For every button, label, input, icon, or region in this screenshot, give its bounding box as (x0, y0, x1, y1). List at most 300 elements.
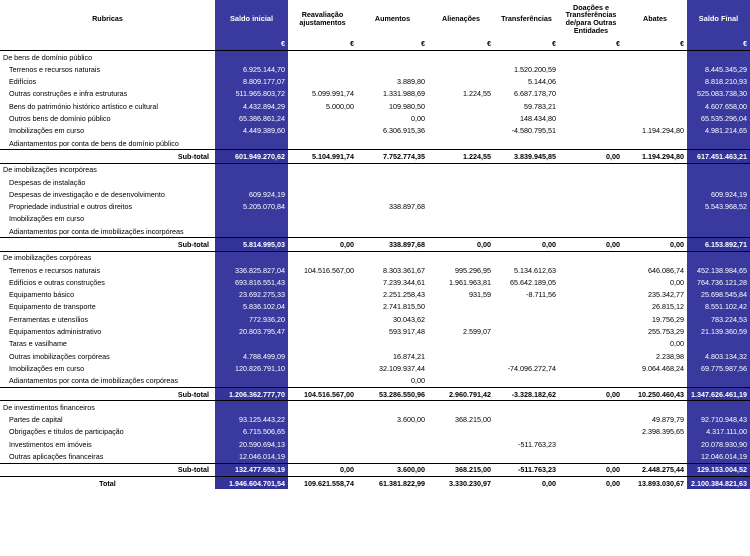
value-cell (494, 213, 559, 225)
value-cell (559, 451, 623, 464)
subtotal-value: 1.224,55 (428, 150, 494, 163)
row-label: Bens do património histórico artístico e cultural (9, 101, 159, 111)
value-cell: 2.251.258,43 (383, 290, 425, 300)
value-cell (494, 350, 559, 362)
row-label: Outras construções e infra estruturas (9, 89, 128, 99)
row-label: Partes de capital (9, 415, 63, 425)
table-row (0, 176, 750, 188)
value-cell (559, 213, 623, 225)
empty-cell (215, 251, 288, 264)
subtotal-value: 0,00 (559, 150, 623, 163)
value-cell: 511.965.803,72 (215, 88, 288, 100)
value-cell (687, 338, 750, 350)
value-cell: 6.687.178,70 (514, 89, 556, 99)
empty-cell (559, 163, 623, 176)
row-label: Outras imobilizações corpóreas (9, 351, 110, 361)
total-value: 61.381.822,99 (357, 477, 428, 490)
row-label: Ferramentas e utensílios (9, 314, 89, 324)
value-cell (559, 176, 623, 188)
empty-cell (559, 51, 623, 64)
value-cell (428, 375, 494, 388)
value-cell (623, 213, 687, 225)
empty-cell (494, 401, 559, 414)
value-cell: 4.432.894,29 (215, 100, 288, 112)
header-abates: Abates (643, 14, 667, 24)
empty-cell (687, 51, 750, 64)
empty-cell (215, 51, 288, 64)
value-cell (288, 225, 357, 238)
subtotal-value: 601.949.270,62 (215, 150, 288, 163)
value-cell (288, 350, 357, 362)
row-label: Equipamento de transporte (9, 302, 96, 312)
value-cell: 30.043,62 (393, 314, 425, 324)
value-cell (288, 201, 357, 213)
subtotal-row (0, 150, 750, 163)
section-header-row (0, 251, 750, 264)
currency-cell: € (494, 38, 559, 51)
value-cell (288, 76, 357, 88)
row-label: Outros bens de domínio público (9, 114, 111, 124)
value-cell: 8.551.102,42 (687, 301, 750, 313)
value-cell (357, 438, 428, 450)
value-cell (428, 112, 494, 124)
value-cell (559, 362, 623, 374)
row-label: Equipamentos administrativo (9, 327, 102, 337)
value-cell (288, 112, 357, 124)
table-row (0, 264, 750, 276)
empty-cell (687, 401, 750, 414)
total-value: 3.330.230,97 (428, 477, 494, 490)
value-cell (288, 362, 357, 374)
value-cell: 452.138.984,65 (687, 264, 750, 276)
row-label: Equipamento básico (9, 290, 75, 300)
row-label: Despesas de investigação e de desenvolvimento (9, 189, 165, 199)
value-cell: 19.756,29 (652, 314, 684, 324)
empty-cell (428, 51, 494, 64)
value-cell (288, 213, 357, 225)
currency-cell: € (623, 38, 687, 51)
value-cell (428, 76, 494, 88)
value-cell (288, 137, 357, 150)
value-cell: 1.961.963,81 (449, 277, 491, 287)
value-cell (559, 225, 623, 238)
value-cell: 338.897,68 (389, 202, 425, 212)
subtotal-value: 0,00 (559, 388, 623, 401)
value-cell (559, 289, 623, 301)
value-cell (559, 100, 623, 112)
subtotal-value: 5.814.995,03 (215, 238, 288, 251)
value-cell: 32.109.937,44 (379, 363, 425, 373)
value-cell: 8.445.345,29 (687, 63, 750, 75)
value-cell: 6.306.915,36 (383, 126, 425, 136)
value-cell (357, 213, 428, 225)
table-row (0, 125, 750, 137)
value-cell (559, 188, 623, 200)
value-cell (357, 225, 428, 238)
section-title: De investimentos financeiros (3, 402, 95, 412)
row-label: Propriedade industrial e outros direitos (9, 202, 133, 212)
subtotal-value: 3.600,00 (357, 463, 428, 476)
value-cell: 0,00 (411, 376, 425, 386)
empty-cell (215, 401, 288, 414)
subtotal-value: 10.250.460,43 (623, 388, 687, 401)
currency-cell: € (428, 38, 494, 51)
value-cell (357, 338, 428, 350)
subtotal-value: 2.448.275,44 (623, 463, 687, 476)
table-row (0, 350, 750, 362)
subtotal-value: 0,00 (288, 463, 357, 476)
value-cell (687, 176, 750, 188)
value-cell (288, 301, 357, 313)
table-row (0, 276, 750, 288)
value-cell (288, 276, 357, 288)
value-cell (428, 426, 494, 438)
value-cell (494, 326, 559, 338)
value-cell: 8.303.361,67 (383, 265, 425, 275)
table-row (0, 338, 750, 350)
value-cell: 6.925.144,70 (215, 63, 288, 75)
value-cell: 783.224,53 (687, 313, 750, 325)
currency-cell: € (215, 38, 288, 51)
value-cell (623, 112, 687, 124)
value-cell (428, 176, 494, 188)
value-cell: 16.874,21 (393, 351, 425, 361)
value-cell: 6.715.506,65 (215, 426, 288, 438)
total-value: 2.100.384.821,63 (687, 477, 750, 490)
value-cell: 5.205.070,84 (215, 201, 288, 213)
value-cell (623, 100, 687, 112)
currency-cell: € (357, 38, 428, 51)
row-label: Despesas de instalação (9, 177, 86, 187)
value-cell (494, 188, 559, 200)
value-cell (288, 338, 357, 350)
value-cell: 0,00 (411, 114, 425, 124)
value-cell (428, 100, 494, 112)
value-cell: 104.516.567,00 (304, 265, 354, 275)
value-cell: 23.692.275,33 (215, 289, 288, 301)
table-row (0, 289, 750, 301)
value-cell: 0,00 (670, 339, 684, 349)
section-header-row (0, 163, 750, 176)
value-cell (357, 188, 428, 200)
value-cell (687, 375, 750, 388)
value-cell (215, 213, 288, 225)
total-value: 13.893.030,67 (623, 477, 687, 490)
section-title: De bens de domínio público (3, 52, 93, 62)
row-label: Adiantamentos por conta de imobilizações corpóreas (9, 376, 179, 386)
value-cell: 4.449.389,60 (215, 125, 288, 137)
row-label: Edifícios e outras construções (9, 277, 105, 287)
empty-cell (357, 401, 428, 414)
value-cell: 20.078.930,90 (687, 438, 750, 450)
value-cell (215, 137, 288, 150)
value-cell: 5.543.968,52 (687, 201, 750, 213)
value-cell (623, 188, 687, 200)
header-reavaliacao: Reavaliação ajustamentos (299, 10, 346, 27)
row-label: Imobilizações em curso (9, 214, 85, 224)
row-label: Adiantamentos por conta de imobilizações incorpóreas (9, 226, 184, 236)
value-cell: 69.775.987,56 (687, 362, 750, 374)
empty-cell (687, 163, 750, 176)
value-cell (559, 326, 623, 338)
value-cell: 5.134.612,63 (514, 265, 556, 275)
empty-cell (288, 401, 357, 414)
empty-cell (494, 251, 559, 264)
value-cell: 9.064.468,24 (642, 363, 684, 373)
value-cell (494, 313, 559, 325)
empty-cell (215, 163, 288, 176)
value-cell: 26.815,12 (652, 302, 684, 312)
table-row (0, 112, 750, 124)
value-cell (288, 125, 357, 137)
value-cell (559, 375, 623, 388)
value-cell (428, 137, 494, 150)
value-cell (559, 276, 623, 288)
row-label: Imobilizações em curso (9, 363, 85, 373)
table-row (0, 213, 750, 225)
section-title: De imobilizações incorpóreas (3, 165, 97, 175)
value-cell (288, 438, 357, 450)
value-cell (288, 176, 357, 188)
value-cell: 5.099.991,74 (312, 89, 354, 99)
value-cell (428, 201, 494, 213)
table-row (0, 137, 750, 150)
value-cell (288, 426, 357, 438)
empty-cell (288, 51, 357, 64)
subtotal-row (0, 463, 750, 476)
table-row (0, 362, 750, 374)
subtotal-label: Sub-total (0, 150, 215, 163)
value-cell (559, 125, 623, 137)
value-cell (623, 137, 687, 150)
value-cell (494, 338, 559, 350)
currency-cell: € (559, 38, 623, 51)
value-cell (428, 350, 494, 362)
subtotal-row (0, 238, 750, 251)
empty-cell (428, 251, 494, 264)
subtotal-value: 2.960.791,42 (428, 388, 494, 401)
table-row (0, 301, 750, 313)
empty-cell (623, 51, 687, 64)
table-row (0, 326, 750, 338)
value-cell (687, 137, 750, 150)
value-cell: 109.980,50 (389, 101, 425, 111)
value-cell: -4.580.795,51 (511, 126, 556, 136)
value-cell (687, 225, 750, 238)
value-cell (559, 426, 623, 438)
value-cell (428, 362, 494, 374)
value-cell (559, 301, 623, 313)
total-value: 1.946.604.701,54 (215, 477, 288, 490)
value-cell (559, 438, 623, 450)
value-cell (494, 451, 559, 464)
row-label: Terrenos e recursos naturais (9, 265, 101, 275)
value-cell (215, 338, 288, 350)
value-cell: 12.046.014,19 (687, 451, 750, 464)
value-cell: 20.590.694,13 (215, 438, 288, 450)
value-cell: 49.879,79 (652, 415, 684, 425)
subtotal-label: Sub-total (0, 238, 215, 251)
subtotal-value: 0,00 (559, 463, 623, 476)
value-cell: 65.535.296,04 (687, 112, 750, 124)
value-cell (428, 301, 494, 313)
value-cell: 525.083.738,30 (687, 88, 750, 100)
table-row (0, 414, 750, 426)
value-cell: 7.239.344,61 (383, 277, 425, 287)
value-cell: 609.924,19 (215, 188, 288, 200)
value-cell: 3.889,80 (397, 77, 425, 87)
value-cell: 2.741.815,50 (383, 302, 425, 312)
value-cell (288, 63, 357, 75)
subtotal-value: 6.153.892,71 (687, 238, 750, 251)
value-cell: 995.296,95 (455, 265, 491, 275)
subtotal-value: 0,00 (559, 238, 623, 251)
value-cell: 336.825.827,04 (215, 264, 288, 276)
row-label: Imobilizações em curso (9, 126, 85, 136)
value-cell: 12.046.014,19 (215, 451, 288, 464)
header-doacoes: Doações e Transferências de/para Outras Entidades (565, 2, 617, 35)
subtotal-value: 1.206.362.777,70 (215, 388, 288, 401)
subtotal-value: 368.215,00 (428, 463, 494, 476)
value-cell (559, 414, 623, 426)
table-row (0, 188, 750, 200)
empty-cell (428, 163, 494, 176)
section-header-row (0, 51, 750, 64)
empty-cell (494, 163, 559, 176)
table-row (0, 438, 750, 450)
subtotal-value: 5.104.991,74 (288, 150, 357, 163)
value-cell: 8.809.177,07 (215, 76, 288, 88)
value-cell (623, 88, 687, 100)
value-cell (494, 176, 559, 188)
header-aumentos: Aumentos (374, 14, 411, 24)
value-cell: 93.125.443,22 (215, 414, 288, 426)
value-cell (623, 375, 687, 388)
value-cell: 25.698.545,84 (687, 289, 750, 301)
value-cell (559, 350, 623, 362)
empty-cell (559, 251, 623, 264)
value-cell (357, 426, 428, 438)
empty-cell (288, 163, 357, 176)
value-cell (494, 301, 559, 313)
value-cell (215, 225, 288, 238)
row-label: Terrenos e recursos naturais (9, 64, 101, 74)
value-cell (215, 375, 288, 388)
value-cell: 92.710.948,43 (687, 414, 750, 426)
header-saldo-final: Saldo Final (687, 0, 750, 38)
value-cell: 65.642.189,05 (510, 277, 556, 287)
value-cell (559, 112, 623, 124)
row-label: Adiantamentos por conta de bens de domínio público (9, 138, 179, 148)
value-cell (494, 225, 559, 238)
value-cell: 1.520.200,59 (514, 64, 556, 74)
total-value: 0,00 (494, 477, 559, 490)
value-cell (357, 63, 428, 75)
table-row (0, 313, 750, 325)
empty-cell (623, 163, 687, 176)
value-cell: -511.763,23 (518, 439, 556, 449)
value-cell: 65.386.861,24 (215, 112, 288, 124)
value-cell: 0,00 (670, 277, 684, 287)
row-label: Taras e vasilhame (9, 339, 67, 349)
subtotal-value: -3.328.182,62 (494, 388, 559, 401)
value-cell: -8.711,56 (526, 290, 556, 300)
value-cell: 8.818.210,93 (687, 76, 750, 88)
value-cell (623, 76, 687, 88)
value-cell: 20.803.795,47 (215, 326, 288, 338)
value-cell (623, 225, 687, 238)
value-cell (559, 313, 623, 325)
value-cell (428, 438, 494, 450)
value-cell (623, 201, 687, 213)
subtotal-value: 0,00 (288, 238, 357, 251)
value-cell: 772.936,20 (215, 313, 288, 325)
value-cell: 2.238,98 (656, 351, 684, 361)
value-cell (559, 88, 623, 100)
currency-row (0, 38, 750, 51)
table-row (0, 63, 750, 75)
value-cell: 120.826.791,10 (215, 362, 288, 374)
subtotal-label: Sub-total (0, 388, 215, 401)
value-cell (428, 63, 494, 75)
table-row (0, 375, 750, 388)
value-cell (288, 313, 357, 325)
value-cell: 5.836.102,04 (215, 301, 288, 313)
subtotal-value: 0,00 (623, 238, 687, 251)
value-cell: 5.144,06 (528, 77, 556, 87)
value-cell (623, 176, 687, 188)
value-cell (288, 451, 357, 464)
subtotal-value: 104.516.567,00 (288, 388, 357, 401)
value-cell (687, 213, 750, 225)
value-cell: 593.917,48 (389, 327, 425, 337)
value-cell: -74.096.272,74 (507, 363, 556, 373)
header-rubricas: Rubricas (92, 14, 123, 24)
value-cell (494, 375, 559, 388)
subtotal-value: 338.897,68 (357, 238, 428, 251)
subtotal-value: 3.839.945,85 (494, 150, 559, 163)
currency-cell: € (288, 38, 357, 51)
total-label: Total (0, 477, 215, 490)
value-cell: 764.736.121,28 (687, 276, 750, 288)
empty-cell (494, 51, 559, 64)
value-cell (357, 137, 428, 150)
value-cell (428, 125, 494, 137)
value-cell: 235.342,77 (648, 290, 684, 300)
empty-cell (623, 401, 687, 414)
empty-cell (288, 251, 357, 264)
value-cell (357, 176, 428, 188)
subtotal-value: 7.752.774,35 (357, 150, 428, 163)
value-cell: 931,59 (469, 290, 491, 300)
subtotal-value: 0,00 (494, 238, 559, 251)
subtotal-value: 617.451.463,21 (687, 150, 750, 163)
value-cell: 4.607.658,00 (687, 100, 750, 112)
value-cell (559, 76, 623, 88)
currency-cell: € (687, 38, 750, 51)
value-cell: 21.139.360,59 (687, 326, 750, 338)
value-cell (494, 137, 559, 150)
value-cell (623, 438, 687, 450)
header-transferencias: Transferências (501, 14, 552, 24)
value-cell: 3.600,00 (397, 415, 425, 425)
subtotal-value: 132.477.658,19 (215, 463, 288, 476)
value-cell (559, 264, 623, 276)
table-row (0, 225, 750, 238)
value-cell: 4.803.134,32 (687, 350, 750, 362)
table-row (0, 100, 750, 112)
subtotal-value: 129.153.004,52 (687, 463, 750, 476)
